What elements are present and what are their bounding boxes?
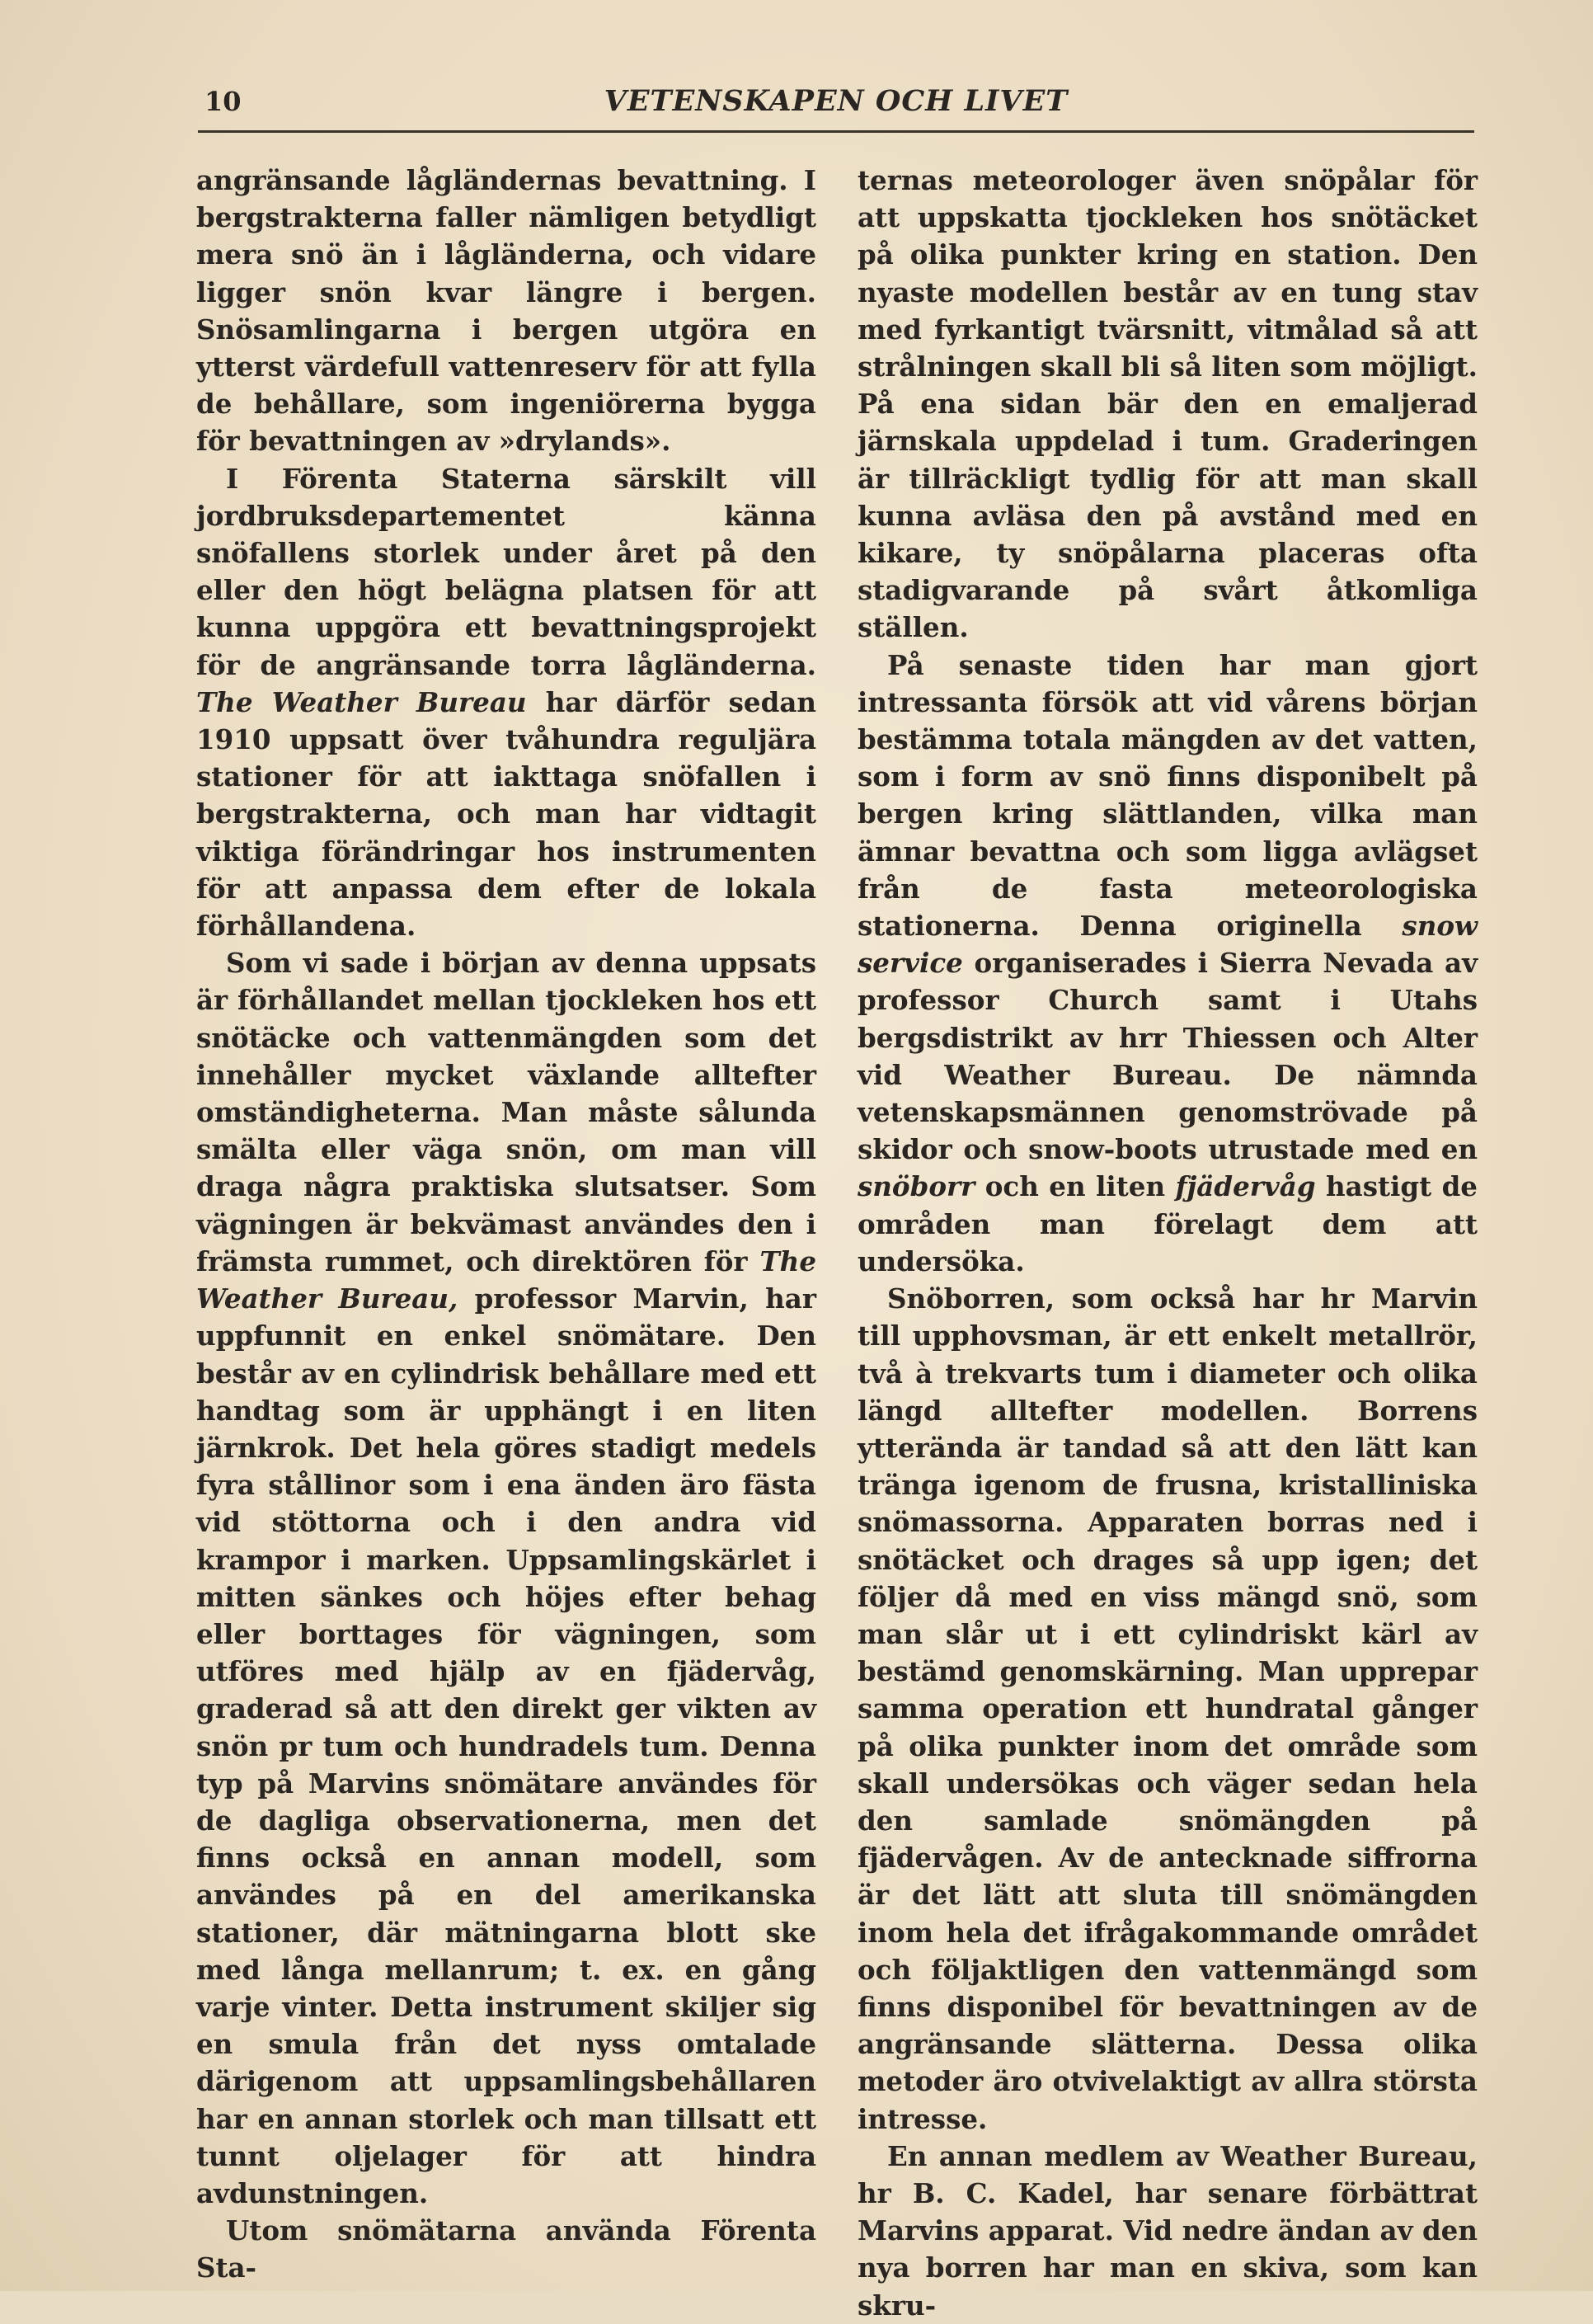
italic-term: snöborr bbox=[858, 1170, 975, 1203]
paragraph: ternas meteorologer även snöpålar för att uppskatta tjockleken hos snötäcket på olika punkter kring en station. Den nyaste modellen består av en tung stav med fyrkantigt tvärsnitt, vitmålad så att strålningen skall bli så liten som möjligt. På ena sidan bär den en emaljerad järnskala uppdelad i tum. Graderingen är tillräckligt tydlig för att man skall kunna avläsa den på avstånd med en kikare, ty snöpålarna placeras ofta stadigvarande på svårt åtkomliga ställen. bbox=[858, 164, 1478, 644]
paragraph: angränsande lågländernas bevattning. I bergstrakterna faller nämligen betydligt mera snö än i lågländerna, och vidare ligger snön kvar längre i bergen. Snösamlingarna i bergen utgöra en ytterst värdefull vattenreserv för att fylla de behållare, som ingeniörerna bygga för bevattningen av »drylands». bbox=[196, 164, 816, 458]
paragraph: Som vi sade i början av denna uppsats är förhållandet mellan tjockleken hos ett snötäcke och vattenmängden som det innehåller mycket växlande alltefter omständigheterna. Man måste sålunda smälta eller väga snön, om man vill draga några praktiska slutsatser. Som vägningen är bekvämast användes den i främsta rummet, och direktören för The Weather Bureau, professor Marvin, har uppfunnit en enkel snömätare. Den består av en cylindrisk behållare med ett handtag som är upphängt i en liten järnkrok. Det hela göres stadigt medels fyra stållinor som i ena änden äro fästa vid stöttorna och i den andra vid krampor i marken. Uppsamlingskärlet i mitten sänkes och höjes efter behag eller borttages för vägningen, som utföres med hjälp av en fjädervåg, graderad så att den direkt ger vikten av snön pr tum och hundradels tum. Denna typ på Marvins snömätare användes för de dagliga observationerna, men det finns också en annan modell, som användes på en del amerikanska stationer, där mätningarna blott ske med långa mellanrum; t. ex. en gång varje vinter. Detta instrument skiljer sig en smula från det nyss omtalade därigenom att uppsamlingsbehållaren har en annan storlek och man tillsatt ett tunnt oljelager för att hindra avdunstningen. bbox=[196, 947, 816, 2209]
italic-term: fjädervåg bbox=[1175, 1170, 1316, 1203]
paragraph: I Förenta Staterna särskilt vill jordbruksdepartementet känna snöfallens storlek under året på den eller den högt belägna platsen för att kunna uppgöra ett bevattningsprojekt för de angränsande torra lågländerna. The Weather Bureau har därför sedan 1910 uppsatt över tvåhundra reguljära stationer för att iakttaga snöfallen i bergstrakterna, och man har vidtagit viktiga förändringar hos instrumenten för att anpassa dem efter de lokala förhållandena. bbox=[196, 462, 817, 943]
right-column bbox=[858, 162, 1478, 2324]
page-header bbox=[198, 81, 1474, 133]
italic-term: The Weather Bureau, bbox=[196, 1244, 816, 1315]
paragraph: Utom snömätarna använda Förenta Sta- bbox=[196, 2214, 816, 2284]
left-column bbox=[196, 162, 816, 2287]
paragraph: På senaste tiden har man gjort intressanta försök att vid vårens början bestämma totala mängden av det vatten, som i form av snö finns disponibelt på bergen kring slättlanden, vilka man ämnar bevattna och som ligga avlägset från de fasta meteorologiska stationerna. Denna originella snow service organiserades i Sierra Nevada av professor Church samt i Utahs bergsdistrikt av hrr Thiessen och Alter vid Weather Bureau. De nämnda vetenskapsmännen genomströvade på skidor och snow-boots utrustade med en snöborr och en liten fjädervåg hastigt de områden man förelagt dem att undersöka. bbox=[858, 648, 1478, 1277]
paragraph: En annan medlem av Weather Bureau, hr B. C. Kadel, har senare förbättrat Marvins apparat. Vid nedre ändan av den nya borren har man en skiva, som kan skru- bbox=[858, 2139, 1478, 2322]
page-number: 10 bbox=[204, 86, 242, 117]
italic-term: The Weather Bureau bbox=[196, 685, 527, 718]
italic-term: snow service bbox=[858, 910, 1478, 980]
paragraph: Snöborren, som också har hr Marvin till upphovsman, är ett enkelt metallrör, två à trekvarts tum i diameter och olika längd alltefter modellen. Borrens ytterända är tandad så att den lätt kan tränga igenom de frusna, kristalliniska snömassorna. Apparaten borras ned i snötäcket och drages så upp igen; det följer då med en viss mängd snö, som man slår ut i ett cylindriskt kärl av bestämd genomskärning. Man upprepar samma operation ett hundratal gånger på olika punkter inom det område som skall undersökas och väger sedan hela den samlade snömängden på fjädervågen. Av de antecknade siffrorna är det lätt att sluta till snömängden inom hela det ifrågakommande området och följaktligen den vattenmängd som finns disponibel för bevattningen av de angränsande slätterna. Dessa olika metoder äro otvivelaktigt av allra största intresse. bbox=[858, 1282, 1478, 2135]
running-title: VETENSKAPEN OCH LIVET bbox=[604, 84, 1069, 118]
